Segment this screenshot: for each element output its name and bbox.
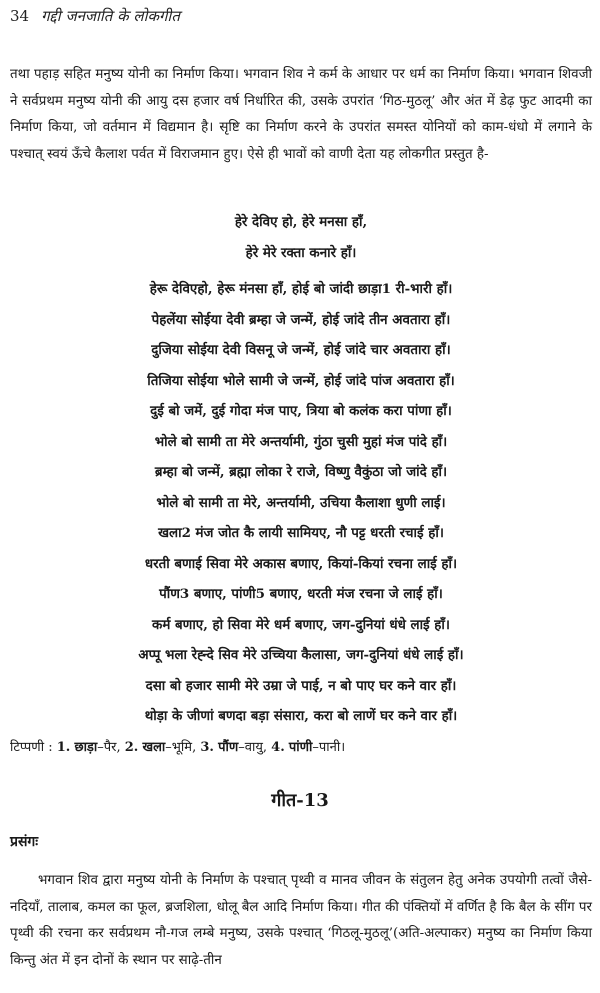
- verse-line: पौंण3 बणाए, पांणी5 बणाए, धरती मंज रचना जे लाई हाँ।: [159, 586, 443, 602]
- verse-line: हेरू देविएहो, हेरू मंनसा हाँ, होई बो जांदी छाड़ा1 री-भारी हाँ।: [149, 281, 453, 297]
- verse-line: दुई बो जमें, दुई गोदा मंज पाए, त्रिया बो कलंक करा पांणा हाँ।: [150, 403, 452, 419]
- footnote-meaning: –वायु,: [238, 740, 268, 755]
- footnote-number: 3.: [200, 740, 214, 755]
- verse-line: हेरे मेरे रक्ता कनारे हाँ।: [245, 244, 357, 261]
- verse-line: खला2 मंज जोत कै लायी सामियए, नौ पट्ट धरती रचाई हाँ।: [158, 525, 444, 541]
- footnote-word: छाड़ा: [74, 740, 98, 755]
- context-heading: प्रसंगः: [10, 834, 39, 850]
- footnote-meaning: –भूमि,: [165, 740, 197, 755]
- context-paragraph: भगवान शिव द्वारा मनुष्य योनी के निर्माण के पश्चात् पृथ्वी व मानव जीवन के संतुलन हेतु अनेक उपयोगी तत्वों जैसे-नदियाँ, तालाब, कमल का फूल, ब्रजशिला, धोलू बैल आदि निर्माण किया। गीत की पंक्तियों में वर्णित है कि बैल के सींग पर पृथ्वी की रचना कर सर्वप्रथम नौ-गज लम्बे मनुष्य, उसके पश्चात् ‘गिठलू-मुठलू’(अति-अल्पाकर) मनुष्य का निर्माण किया किन्तु अंत में इन दोनों के स्थान पर साढ़े-तीन: [10, 873, 592, 968]
- footnote-meaning: –पैर,: [97, 740, 121, 755]
- verse-line: दुजिया सोईया देवी विसनू जे जन्में, होई जांदे चार अवतारा हाँ।: [151, 342, 451, 358]
- verse-line: अप्पू भला रेह्न्दे सिव मेरे उच्चिया कैलासा, जग-दुनियां धंधे लाई हाँ।: [138, 647, 464, 663]
- footnote-word: पौंण: [218, 740, 239, 755]
- verse-line: हेरे देविए हो, हेरे मनसा हाँ,: [234, 214, 368, 230]
- page-header: [10, 6, 590, 26]
- verse-line: कर्म बणाए, हो सिवा मेरे धर्म बणाए, जग-दुनियां धंधे लाई हाँ।: [152, 616, 450, 633]
- verse-line: पेहलेंया सोईया देवी ब्रम्हा जे जन्में, होई जांदे तीन अवतारा हाँ।: [151, 311, 451, 328]
- footnote: [10, 737, 592, 759]
- verse-line: थोड़ा के जीणां बणदा बड़ा संसारा, करा बो लाणें घर कने वार हाँ।: [144, 708, 458, 724]
- song-title: गीत-13: [271, 790, 329, 811]
- verse-line: भोले बो सामी ता मेरे, अन्तर्यामी, उचिया कैलाशा धुणी लाई।: [156, 494, 446, 511]
- verse-line: दसा बो हजार सामी मेरे उम्रा जे पाई, न बो पाए घर कने वार हाँ।: [145, 677, 457, 694]
- intro-paragraph: तथा पहाड़ सहित मनुष्य योनी का निर्माण किया। भगवान शिव ने कर्म के आधार पर धर्म का निर्माण किया। भगवान शिवजी ने सर्वप्रथम मनुष्य योनी की आयु दस हजार वर्ष निर्धारित की, उसके उपरांत ‘गिठ-मुठलू’ और अंत में डेढ़ फुट आदमी का निर्माण किया, जो वर्तमान में विद्यमान है। सृष्टि का निर्माण करने के उपरांत समस्त योनियों को काम-धंधो में लगाने के पश्चात् स्वयं ऊँचे कैलाश पर्वत में विराजमान हुए। ऐसे ही भावों को वाणी देता यह लोकगीत प्रस्तुत है-: [10, 67, 592, 162]
- verse-line: धरती बणाई सिवा मेरे अकास बणाए, कियां-कियां रचना लाई हाँ।: [144, 555, 458, 572]
- footnote-number: 1.: [56, 740, 71, 755]
- footnote-number: 2.: [124, 740, 139, 755]
- running-title: गद्दी जनजाति के लोकगीत: [41, 7, 180, 25]
- footnote-label: टिप्पणी :: [10, 740, 53, 755]
- footnote-meaning: –पानी।: [312, 740, 346, 755]
- footnote-number: 4.: [271, 740, 285, 755]
- footnote-word: पांणी: [288, 740, 313, 755]
- song-verses: [10, 207, 592, 732]
- verse-line: तिजिया सोईया भोले सामी जे जन्में, होई जांदे पांज अवतारा हाँ।: [147, 372, 455, 389]
- verse-line: ब्रम्हा बो जन्में, ब्रह्मा लोका रे राजे, विष्णु वैकुंठा जो जांदे हाँ।: [154, 464, 448, 480]
- footnote-word: खला: [142, 740, 166, 755]
- verse-line: भोले बो सामी ता मेरे अन्तर्यामी, गुंठा चुसी मुहां मंज पांदे हाँ।: [154, 433, 448, 450]
- page-number: 34: [10, 7, 30, 25]
